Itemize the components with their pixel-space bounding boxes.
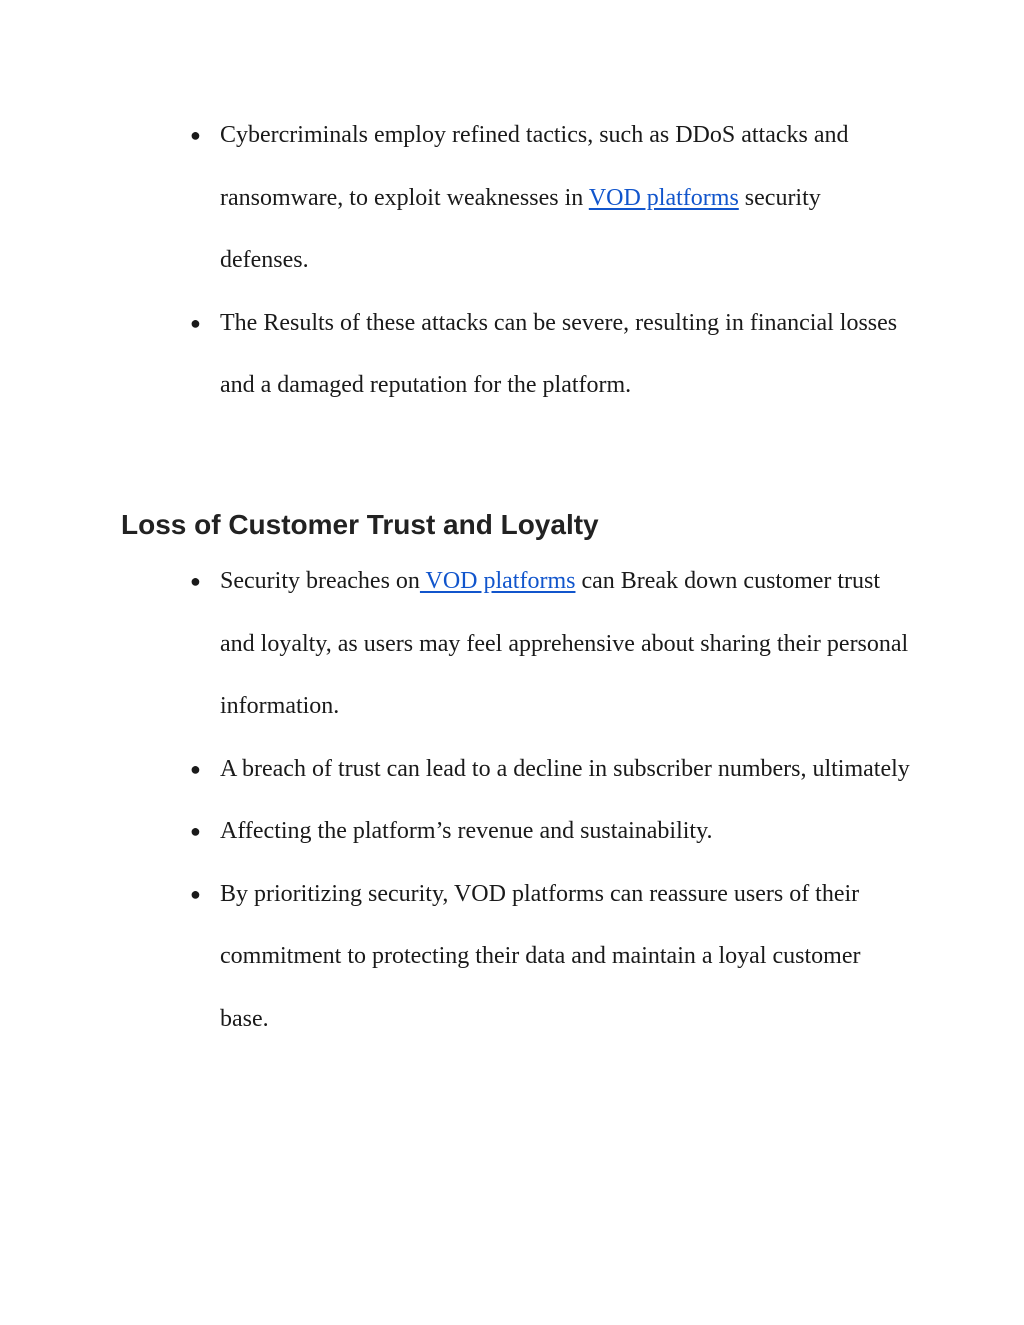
vod-platforms-link[interactable]: VOD platforms [419, 568, 576, 594]
bullet-icon: ● [190, 821, 201, 841]
bullet-icon: ● [190, 571, 201, 591]
bullet-icon: ● [190, 883, 201, 904]
list-item-text: Security breaches on [220, 568, 420, 594]
bullet-list-trust [190, 550, 910, 1050]
list-item [190, 800, 910, 863]
list-item-text: The Results of these attacks can be severe, resulting in financial losses and a damaged reputation for the platform. [220, 309, 898, 398]
list-item [190, 738, 910, 801]
list-item-text: can Break down customer trust and loyalty, as users may feel apprehensive about sharing their personal information. [220, 568, 909, 719]
list-item [190, 292, 910, 417]
bullet-list-attacks [190, 104, 910, 417]
section-heading: Loss of Customer Trust and Loyalty [121, 509, 599, 540]
bullet-icon: ● [190, 312, 201, 333]
bullet-icon: ● [190, 125, 201, 145]
list-item [190, 104, 910, 292]
list-item-text: Cybercriminals employ refined tactics, such as DDoS attacks and ransomware, to exploit weaknesses in [220, 122, 849, 211]
vod-platforms-link[interactable]: VOD platforms [588, 184, 739, 211]
list-item-text: security defenses. [220, 184, 821, 273]
list-item [190, 550, 910, 738]
list-item-text: A breach of trust can lead to a decline in subscriber numbers, ultimately [220, 755, 910, 782]
list-item-text: Affecting the platform’s revenue and sustainability. [220, 818, 713, 844]
list-item-text: By prioritizing security, VOD platforms can reassure users of their commitment to protecting their data and maintain a loyal customer base. [220, 880, 861, 1032]
bullet-icon: ● [190, 758, 201, 779]
list-item [190, 863, 910, 1051]
